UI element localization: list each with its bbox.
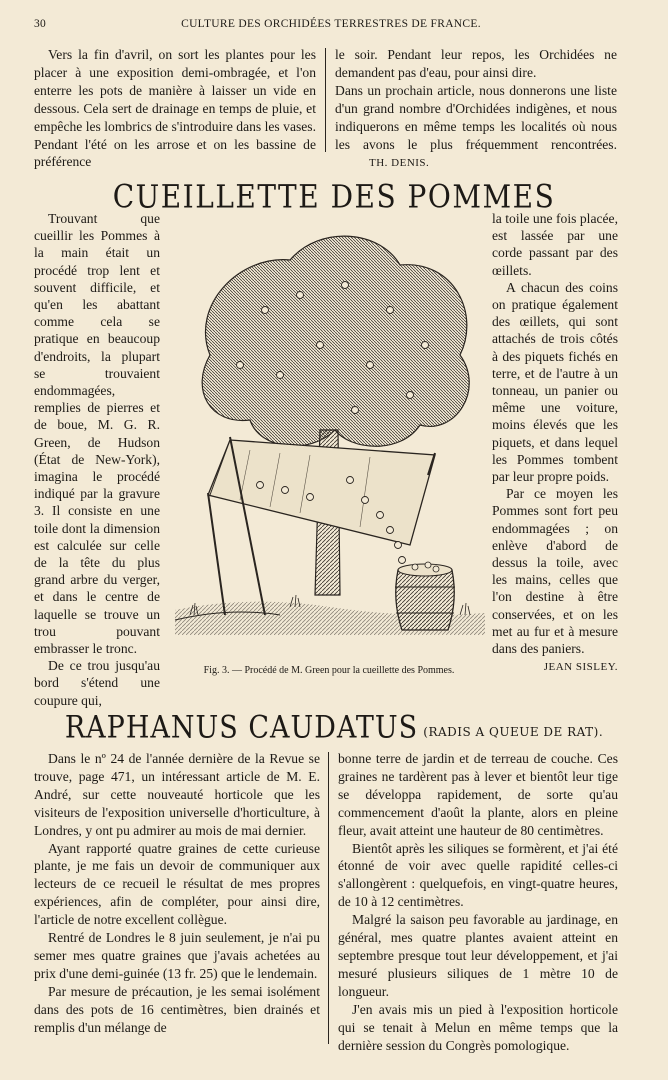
raphanus-left-text-3: Rentré de Londres le 8 juin seulement, je n'ai pu semer mes quatre graines que j'avais achetées au prix d'une demi-guinée (13 fr. 25) que le lendemain.	[34, 930, 320, 981]
apple-right-text-3: Par ce moyen les Pommes sont fort peu endommagées ; on enlève d'abord de dessus la toile, avec les mains, celles que l'on destine à être conservées, et on les met au fur et à mesure dans des paniers.	[492, 486, 618, 657]
page-header	[34, 18, 628, 38]
orchid-right-column	[335, 46, 617, 173]
orchid-right-text-1: le soir. Pendant leur repos, les Orchidées ne demandent pas d'eau, pour ainsi dire.	[335, 47, 617, 80]
raphanus-subtitle: (RADIS A QUEUE DE RAT).	[423, 725, 604, 739]
raphanus-left-text-1: Dans le nº 24 de l'année dernière de la Revue se trouve, page 471, un intéressant article de M. E. André, sur cette nouveauté horticole que les visiteurs de l'exposition universelle d'horticulture, à Londres, y ont pu admirer au mois de mai dernier.	[34, 751, 320, 838]
raphanus-article-heading	[0, 709, 668, 746]
apple-left-text-1: Trouvant que cueillir les Pommes à la main était un procédé trop lent et souvent difficile, et qu'en les abattant comme cela se pratique en beaucoup d'endroits, la plupart se trouvaient endommagées, remplies de pierres et de boue, M. G. R. Green, de Hudson (État de New-York), imagina le procédé indiqué par la gravure 3. Il consiste en une toile dont la dimension est calculée sur celle de la tête du plus grand arbre du verger, et dans le centre de laquelle se trouve un trou pouvant embrasser le tronc.	[34, 211, 160, 657]
apple-right-text-1: la toile une fois placée, est lassée par une corde passant par des œillets.	[492, 211, 618, 278]
tree-foliage	[202, 236, 469, 446]
raphanus-left-column	[34, 750, 320, 1037]
raphanus-title: RAPHANUS CAUDATUS	[64, 709, 419, 746]
column-rule-bottom	[328, 752, 329, 1044]
raphanus-right-column	[338, 750, 618, 1054]
page-number: 30	[34, 18, 47, 30]
raphanus-left-text-4: Par mesure de précaution, je les semai isolément dans des pots de 16 centimètres, bien drainés et remplis d'un mélange de	[34, 983, 320, 1035]
apple-left-text-2: De ce trou jusqu'au bord s'étend une coupure qui,	[34, 658, 160, 708]
apple-left-column	[34, 210, 160, 709]
raphanus-right-text-1: bonne terre de jardin et de terreau de couche. Ces graines ne tardèrent pas à lever et bientôt leur tige se développa rapidement, de sorte qu'au commencement d'août la plante, alors en pleine fleur, avait atteint une hauteur de 80 centimètres.	[338, 751, 618, 838]
stake-front	[208, 493, 225, 615]
apple-harvest-engraving	[170, 215, 488, 647]
apple-right-column	[492, 210, 618, 676]
column-rule-top	[325, 48, 326, 152]
apple-article-title: CUEILLETTE DES POMMES	[112, 177, 556, 216]
orchid-left-text: Vers la fin d'avril, on sort les plantes pour les placer à une exposition demi-ombragée, et l'on enterre les pots de manière à laisser un vide en dessous. Cela sert de drainage en temps de pluie, et empêche les lombrics de s'introduire dans les vases. Pendant l'été on les arrose et on les bassine de préférence	[34, 47, 316, 170]
orchid-signature: TH. DENIS.	[369, 157, 430, 170]
raphanus-right-text-4: J'en avais mis un pied à l'exposition horticole qui se tenait à Melun en même temps que la dernière session du Congrès pomologique.	[338, 1001, 618, 1053]
figure-caption: Fig. 3. — Procédé de M. Green pour la cueillette des Pommes.	[203, 665, 455, 676]
running-title: CULTURE DES ORCHIDÉES TERRESTRES DE FRANCE.	[181, 18, 481, 30]
orchid-right-text-2: Dans un prochain article, nous donnerons une liste d'un grand nombre d'Orchidées indigènes, et nous indiquerons en même temps les localités où nous les avons le plus fréquemment rencontrées.	[335, 82, 617, 152]
apple-signature: JEAN SISLEY.	[543, 661, 618, 674]
apple-tree-illustration	[170, 215, 488, 647]
orchid-left-column	[34, 46, 316, 171]
raphanus-right-text-3: Malgré la saison peu favorable au jardinage, en général, mes quatre plantes avaient atteint en septembre presque tout leur développement, et j'ai mesuré plusieurs siliques de 1 mètre 10 de longueur.	[338, 912, 618, 999]
raphanus-left-text-2: Ayant rapporté quatre graines de cette curieuse plante, je me fais un devoir de communiquer aux lecteurs de ce recueil le résultat de mes propres expériences, afin de compléter, pour ainsi dire, l'article de notre excellent collègue.	[34, 840, 320, 928]
raphanus-right-text-2: Bientôt après les siliques se formèrent, et j'ai été étonné de voir avec quelle rapidité celles-ci s'allongèrent : quelquefois, en vingt-quatre heures, de 10 à 12 centimètres.	[338, 840, 618, 910]
barrel	[396, 570, 455, 630]
apple-right-text-2: A chacun des coins on pratique également des œillets, qui sont attachés de trois côtés à des piquets fichés en terre, et de l'autre à un tonneau, un panier ou même une voiture, moins élevés que les piquets, et dans lequel les Pommes tombent par leur propre poids.	[492, 279, 618, 485]
